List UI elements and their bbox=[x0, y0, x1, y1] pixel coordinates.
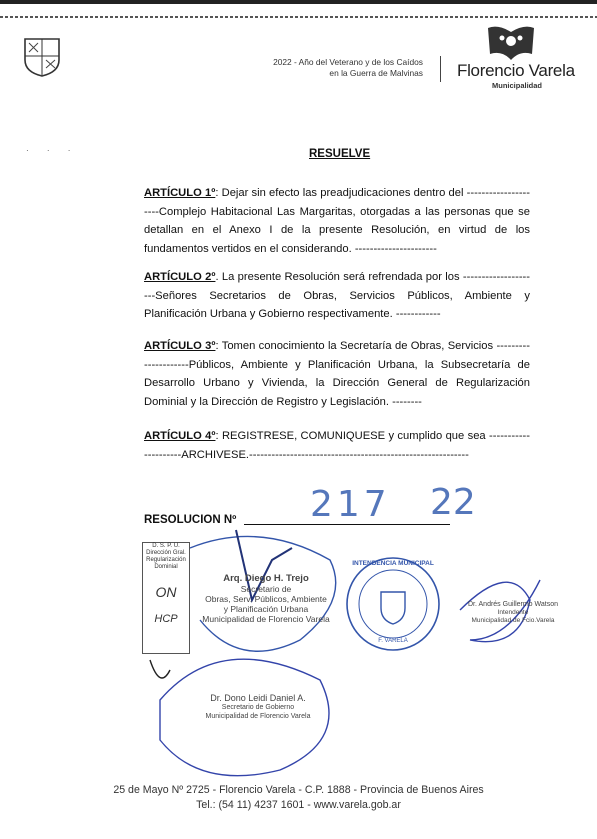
resolution-label: RESOLUCION Nº bbox=[144, 514, 237, 526]
seal-bottom: F. VARELA bbox=[378, 638, 408, 644]
article-1: ARTÍCULO 1º: Dejar sin efecto las preadjudicaciones dentro del ---------------------Complejo Habitacional Las Margaritas, otorgadas a las personas que se detallan en el Anexo I de la presente Resolución, en virtud de los fundamentos vertidos en el considerando. ---------------------- bbox=[144, 187, 530, 255]
seal-shield-icon bbox=[381, 592, 405, 624]
year-motto: 2022 - Año del Veterano y de los Caídos en la Guerra de Malvinas bbox=[273, 57, 423, 78]
seal-text: INTENDENCIA MUNICIPAL bbox=[352, 560, 434, 567]
footer-contact: Tel.: (54 11) 4237 1601 - www.varela.gob.ar bbox=[196, 799, 401, 811]
signature-initials bbox=[150, 660, 170, 678]
resolution-year: 22 bbox=[430, 482, 476, 523]
article-2: ARTÍCULO 2º. La presente Resolución será refrendada por los ---------------------Señores Secretarios de Obras, Servicios Públicos, Ambiente y Planificación Urbana y Gobierno respectivamente. ------------ bbox=[144, 271, 530, 320]
signature-block-trejo: Arq. Diego H. Trejo Secretario de Obras, Serv. Públicos, Ambiente y Planificación Urbana Municipalidad de Florencio Varela bbox=[202, 573, 330, 624]
footer-address: 25 de Mayo Nº 2725 - Florencio Varela - C.P. 1888 - Provincia de Buenos Aires bbox=[113, 784, 484, 796]
article-4: ARTÍCULO 4º: REGISTRESE, COMUNIQUESE y cumplido que sea ---------------------ARCHIVESE.----------------------------------------------------------- bbox=[144, 430, 531, 461]
seal-inner bbox=[359, 570, 427, 638]
article-3: ARTÍCULO 3º: Tomen conocimiento la Secretaría de Obras, Servicios ---------------------Públicos, Ambiente y Planificación Urbana, la Subsecretaría de Desarrollo Urbano y Vivienda, la Dirección General de Regularización Dominial y la Dirección de Registro y Legislación. -------- bbox=[144, 340, 530, 408]
resolution-number: 217 bbox=[310, 484, 391, 525]
signature-block-leidi: Dr. Dono Leidi Daniel A. Secretario de Gobierno Municipalidad de Florencio Varela bbox=[205, 693, 311, 720]
brand-name: Florencio Varela bbox=[457, 61, 575, 80]
brand-subtitle: Municipalidad bbox=[492, 81, 543, 90]
signature-block-watson: Dr. Andrés Guillermo Watson Intendente Municipalidad de Fcio.Varela bbox=[468, 601, 558, 624]
seal-outer bbox=[347, 558, 439, 650]
document-heading: RESUELVE bbox=[309, 148, 371, 160]
scan-marks: · · · bbox=[26, 146, 79, 155]
office-stamp: D. S. P. U. Dirección Gral. Regularización Dominial ON HCP bbox=[142, 542, 190, 654]
